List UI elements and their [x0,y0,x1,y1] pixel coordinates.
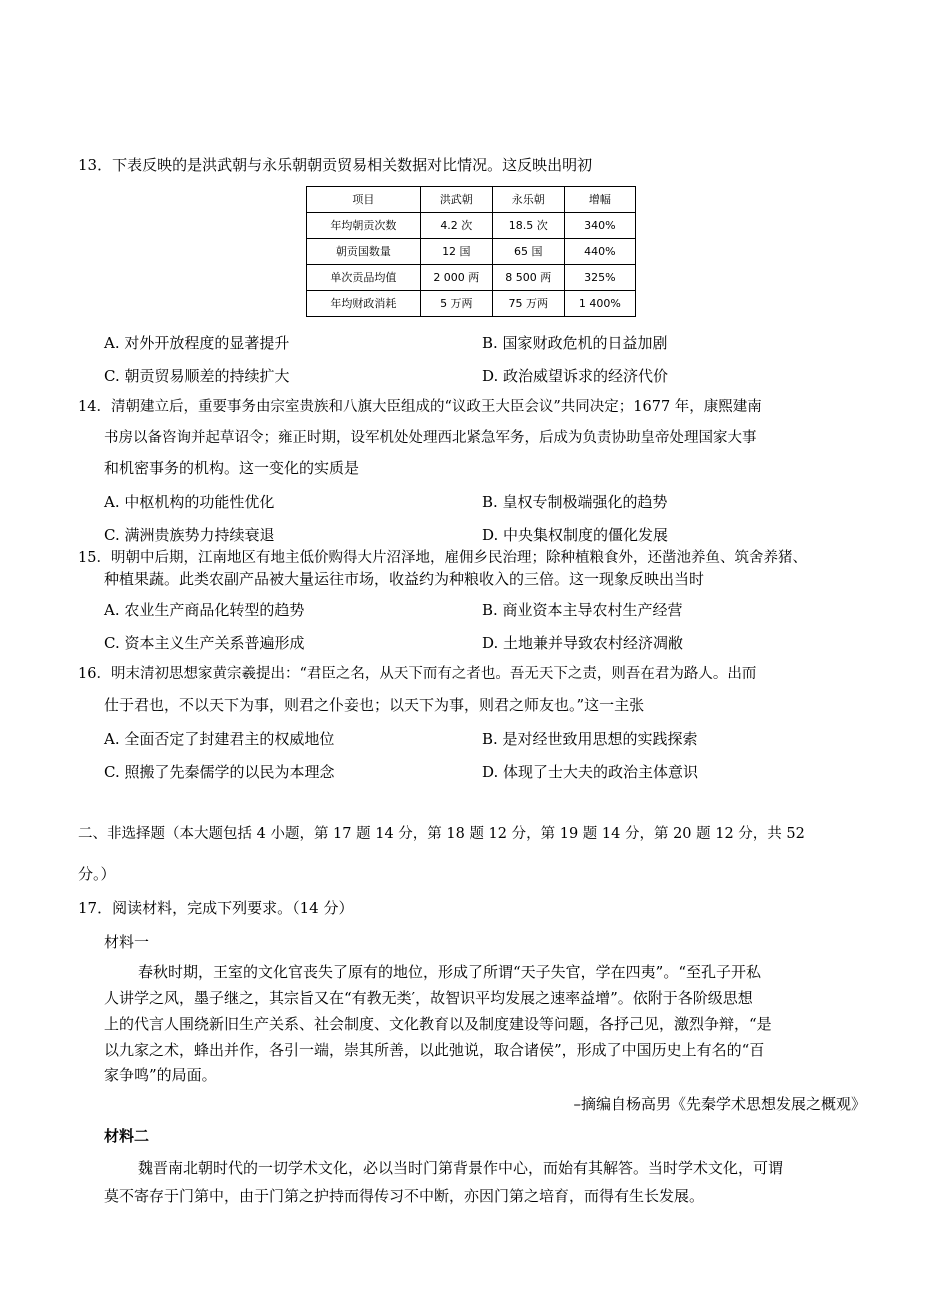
table-cell: 12 国 [420,239,492,265]
q14-stem-line: 14．清朝建立后，重要事务由宗室贵族和八旗大臣组成的“议政王大臣会议”共同决定；1677 年，康熙建南 [78,399,762,415]
q13-option-c[interactable]: C. 朝贡贸易顺差的持续扩大 [104,367,290,385]
table-cell: 5 万两 [420,291,492,317]
q14-option-b[interactable]: B. 皇权专制极端强化的趋势 [482,493,668,511]
table-cell: 325% [564,265,635,291]
material-2-title: 材料二 [104,1127,150,1145]
table-cell: 75 万两 [492,291,564,317]
q15-stem-line: 15．明朝中后期，江南地区有地主低价购得大片沼泽地，雇佣乡民治理；除种植粮食外，还凿池养鱼、筑舍养猪、 [78,550,807,566]
q15-option-d[interactable]: D. 土地兼并导致农村经济凋敝 [482,634,684,652]
table-cell: 朝贡国数量 [307,239,421,265]
q15-option-c[interactable]: C. 资本主义生产关系普遍形成 [104,634,305,652]
material-1-source: –摘编自杨高男《先秦学术思想发展之概观》 [573,1095,866,1113]
table-header-cell: 增幅 [564,187,635,213]
q15-option-a[interactable]: A. 农业生产商品化转型的趋势 [104,601,305,619]
table-cell: 年均朝贡次数 [307,213,421,239]
q17-stem: 17．阅读材料，完成下列要求。（14 分） [78,899,354,917]
q13-stem: 13．下表反映的是洪武朝与永乐朝朝贡贸易相关数据对比情况。这反映出明初 [78,156,593,174]
table-row [307,291,636,317]
material-1-line: 春秋时期，王室的文化官丧失了原有的地位，形成了所谓“天子失官，学在四夷”。“至孔子开私 [138,963,762,981]
material-2-line: 莫不寄存于门第中，由于门第之护持而得传习不中断，亦因门第之培育，而得有生长发展。 [104,1187,705,1205]
q13-option-a[interactable]: A. 对外开放程度的显著提升 [104,334,290,352]
table-cell: 年均财政消耗 [307,291,421,317]
material-1-line: 上的代言人围绕新旧生产关系、社会制度、文化教育以及制度建设等问题，各抒己见，激烈争辩，“是 [104,1015,772,1033]
table-header-row [307,187,636,213]
table-row [307,265,636,291]
material-1-line: 家争鸣”的局面。 [104,1066,217,1084]
q14-option-d[interactable]: D. 中央集权制度的僵化发展 [482,526,669,544]
q16-option-d[interactable]: D. 体现了士大夫的政治主体意识 [482,763,699,781]
table-cell: 340% [564,213,635,239]
table-cell: 440% [564,239,635,265]
q16-stem-line: 16．明末清初思想家黄宗羲提出：“君臣之名，从天下而有之者也。吾无天下之责，则吾在君为路人。出而 [78,666,757,682]
table-cell: 8 500 两 [492,265,564,291]
material-1-line: 以九家之术，蜂出并作，各引一端，崇其所善，以此弛说，取合诸侯”，形成了中国历史上有名的“百 [104,1041,765,1059]
q13-option-b[interactable]: B. 国家财政危机的日益加剧 [482,334,668,352]
q15-option-b[interactable]: B. 商业资本主导农村生产经营 [482,601,683,619]
table-cell: 1 400% [564,291,635,317]
q14-stem-line: 书房以备咨询并起草诏令；雍正时期，设军机处处理西北紧急军务，后成为负责协助皇帝处理国家大事 [104,430,757,446]
q14-option-a[interactable]: A. 中枢机构的功能性优化 [104,493,275,511]
material-1-line: 人讲学之风，墨子继之，其宗旨又在“有教无类′，故智识平均发展之速率益增”。依附于各阶级思想 [104,989,753,1007]
table-cell: 单次贡品均值 [307,265,421,291]
table-row [307,213,636,239]
material-2-line: 魏晋南北朝时代的一切学术文化，必以当时门第背景作中心，而始有其解答。当时学术文化，可谓 [138,1159,784,1177]
table-cell: 18.5 次 [492,213,564,239]
table-header-cell: 项目 [307,187,421,213]
q16-stem-line: 仕于君也，不以天下为事，则君之仆妾也；以天下为事，则君之师友也。”这一主张 [104,696,645,714]
table-row [307,239,636,265]
table-cell: 65 国 [492,239,564,265]
material-1-title: 材料一 [104,933,150,951]
q16-option-a[interactable]: A. 全面否定了封建君主的权威地位 [104,730,335,748]
table-cell: 4.2 次 [420,213,492,239]
table-header-cell: 永乐朝 [492,187,564,213]
q14-option-c[interactable]: C. 满洲贵族势力持续衰退 [104,526,275,544]
table-header-cell: 洪武朝 [420,187,492,213]
tribute-trade-table [306,186,636,317]
q16-option-b[interactable]: B. 是对经世致用思想的实践探索 [482,730,698,748]
section2-heading-cont: 分。） [78,865,116,883]
section2-heading: 二、非选择题（本大题包括 4 小题，第 17 题 14 分，第 18 题 12 分，第 19 题 14 分，第 20 题 12 分，共 52 [78,826,805,842]
q14-stem-line: 和机密事务的机构。这一变化的实质是 [104,459,360,477]
q13-option-d[interactable]: D. 政治威望诉求的经济代价 [482,367,669,385]
q16-option-c[interactable]: C. 照搬了先秦儒学的以民为本理念 [104,763,335,781]
table-cell: 2 000 两 [420,265,492,291]
q15-stem-line: 种植果蔬。此类农副产品被大量运往市场，收益约为种粮收入的三倍。这一现象反映出当时 [104,570,705,588]
